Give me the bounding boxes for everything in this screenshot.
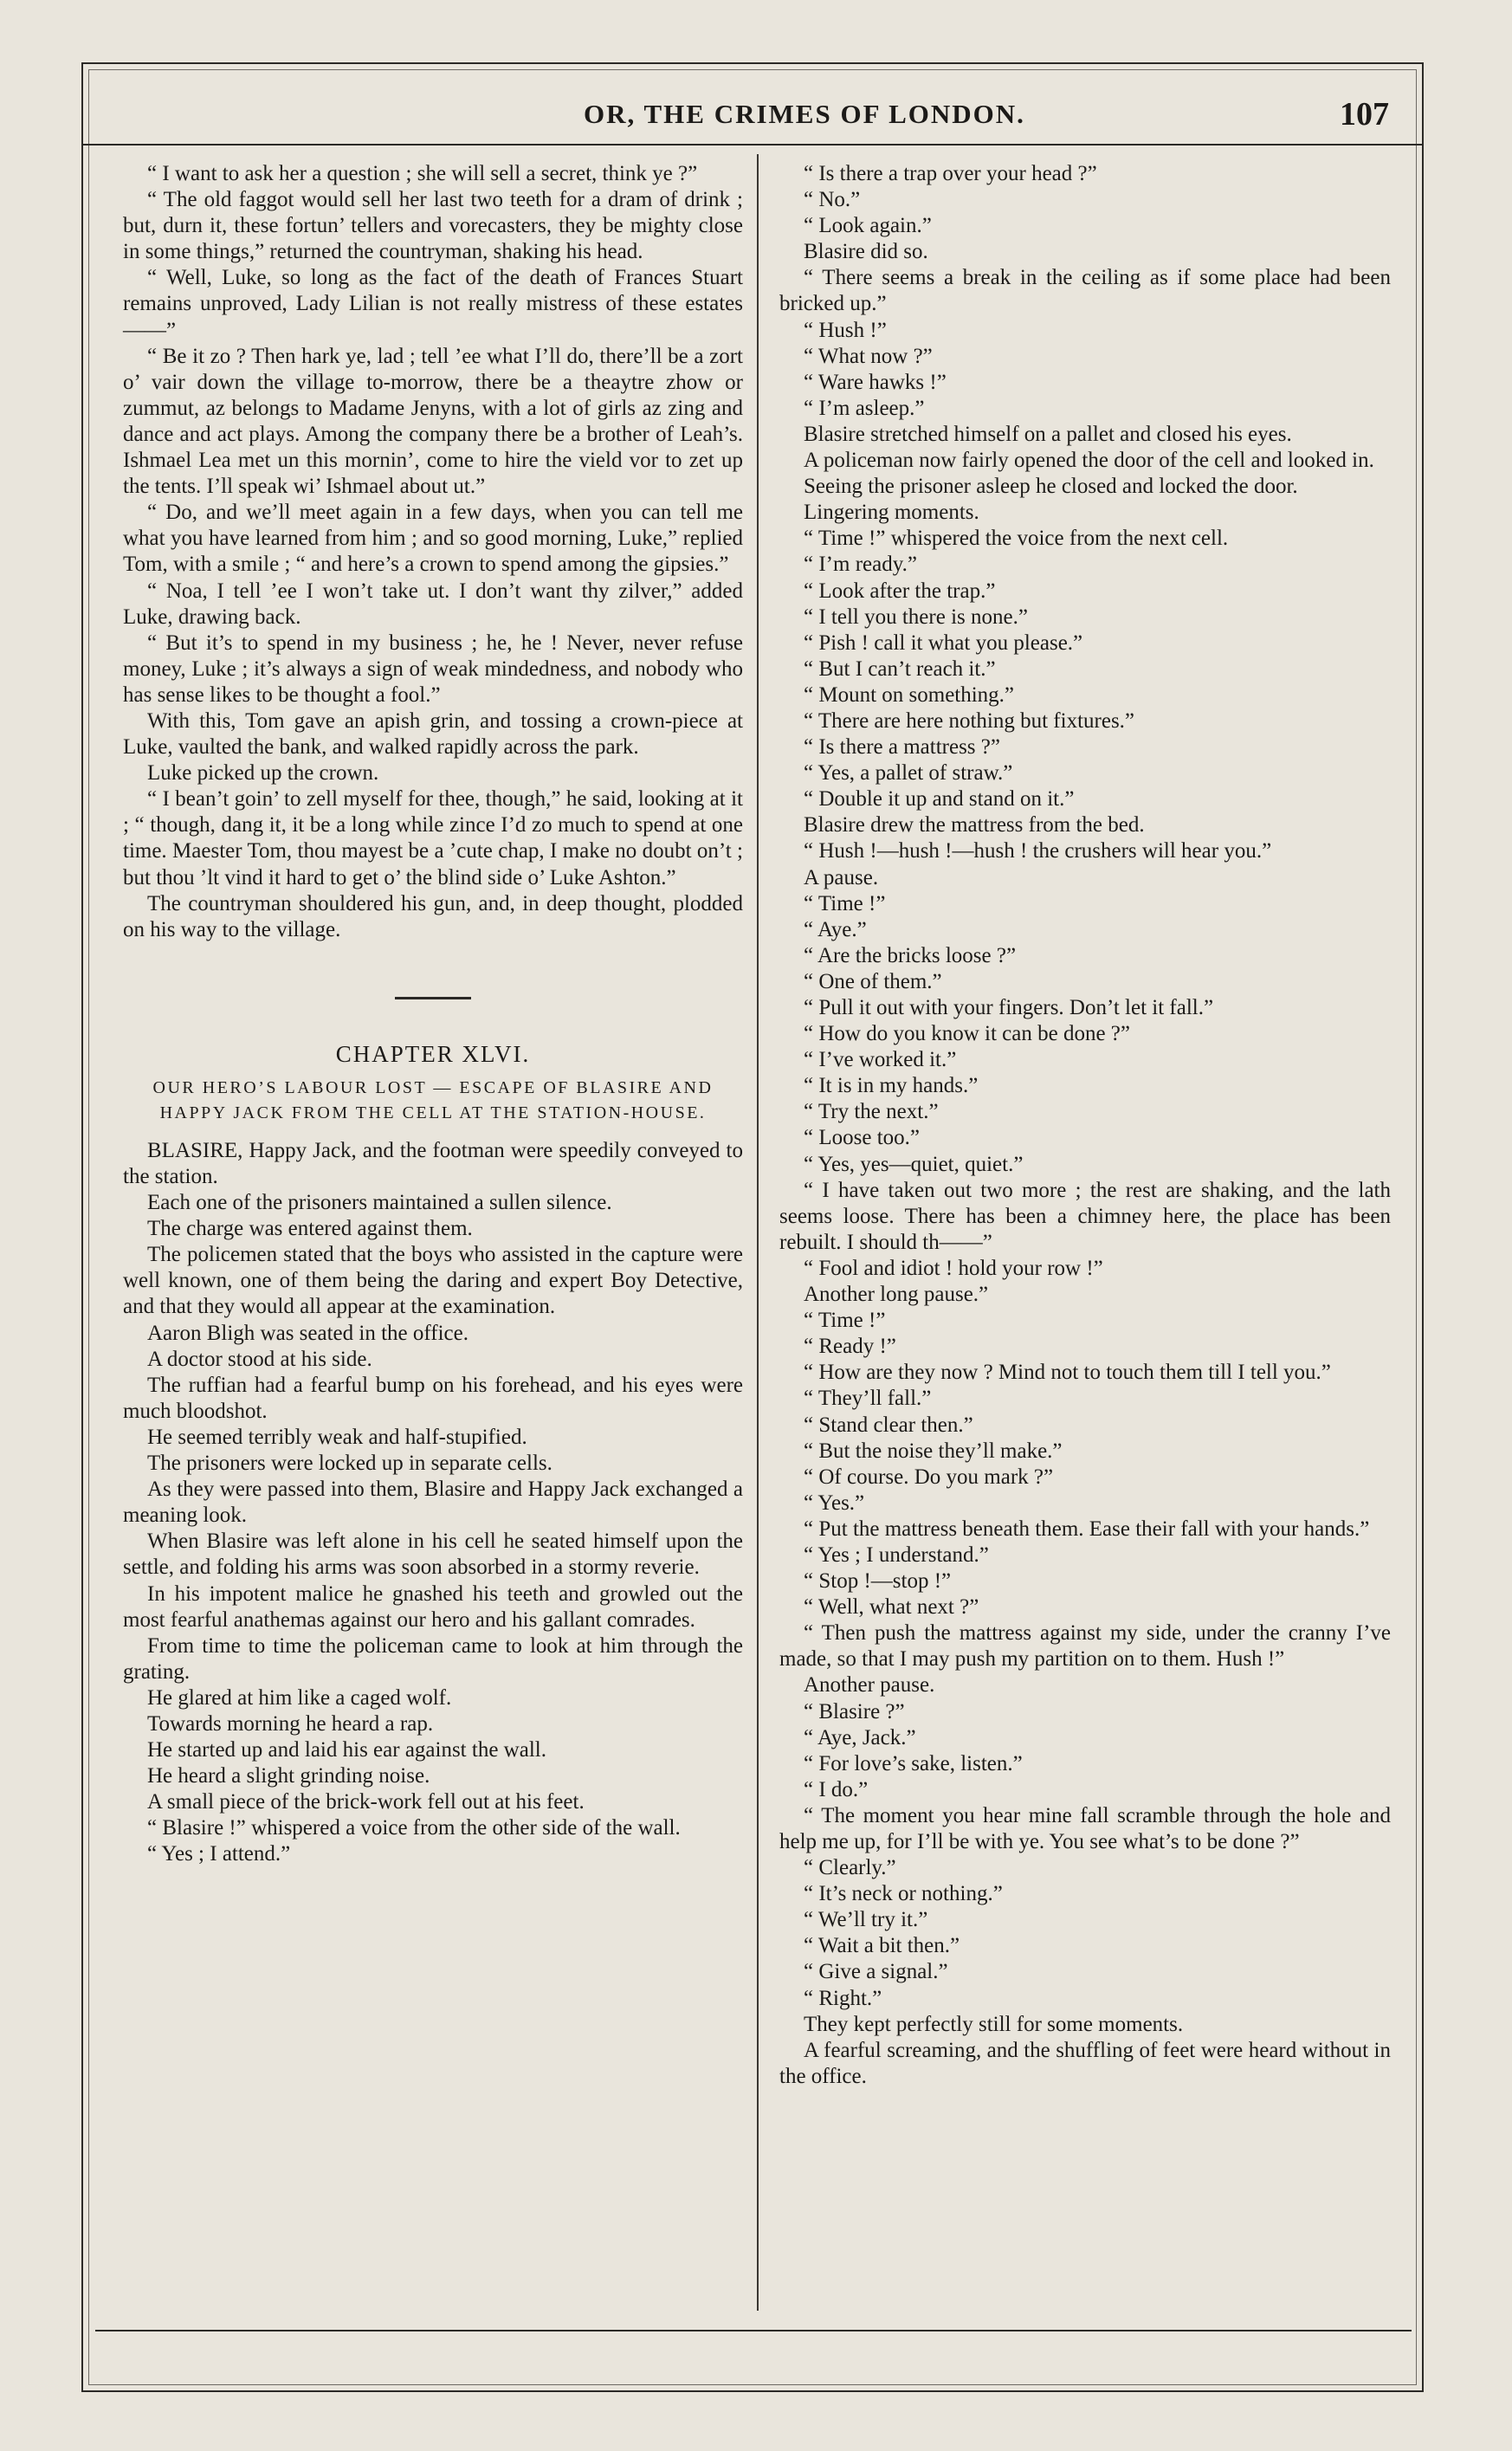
paragraph: “ No.” — [804, 188, 861, 212]
header-rule — [81, 144, 1424, 146]
running-head — [81, 95, 1424, 139]
paragraph: “ Do, and we’ll meet again in a few days, when you can tell me what you have learned from him ; and so good morning, Luke,” replied Tom, with a smile ; “ and here’s a crown to spend among the gipsies.” — [123, 501, 743, 577]
paragraph: “ Mount on something.” — [804, 682, 1015, 707]
paragraph: With this, Tom gave an apish grin, and tossing a crown-piece at Luke, vaulted the bank, and walked rapidly across the park. — [123, 708, 743, 760]
paragraph: “ Double it up and stand on it.” — [804, 787, 1075, 812]
paragraph: “ I do.” — [804, 1777, 869, 1801]
paragraph: He seemed terribly weak and half-stupified. — [147, 1425, 527, 1449]
paragraph: “ But the noise they’ll make.” — [804, 1439, 1063, 1463]
paragraph: “ Is there a trap over your head ?” — [804, 162, 1097, 185]
paragraph: Blasire drew the mattress from the bed. — [804, 813, 1145, 837]
paragraph: “ Then push the mattress against my side, under the cranny I’ve made, so that I may push my partition on to them. Hush !” — [779, 1621, 1391, 1672]
paragraph: He heard a slight grinding noise. — [147, 1764, 430, 1788]
paragraph: “ The old faggot would sell her last two teeth for a dram of drink ; but, durn it, these fortun’ tellers and vorecasters, they be mighty close in some things,” returned the countryman, shaking his head. — [123, 188, 743, 264]
paragraph: “ But I can’t reach it.” — [804, 656, 996, 681]
paragraph: “ I’m asleep.” — [804, 396, 925, 420]
paragraph: “ Of course. Do you mark ?” — [804, 1465, 1054, 1489]
left-column — [123, 161, 743, 1868]
paragraph: “ Yes, a pallet of straw.” — [804, 761, 1013, 786]
paragraph: As they were passed into them, Blasire and Happy Jack exchanged a meaning look. — [123, 1478, 743, 1528]
paragraph: “ But it’s to spend in my business ; he, he ! Never, never refuse money, Luke ; it’s always a sign of weak mindedness, and nobody who has sense likes to be thought a fool.” — [123, 631, 743, 707]
left-paragraphs-after — [123, 1138, 743, 1868]
paragraph: Aaron Bligh was seated in the office. — [147, 1321, 468, 1345]
paragraph: Blasire stretched himself on a pallet and closed his eyes. — [804, 422, 1292, 446]
left-paragraphs-before — [123, 161, 743, 943]
paragraph: “ Hush !” — [804, 318, 887, 342]
paragraph: He started up and laid his ear against the wall. — [147, 1738, 546, 1762]
paragraph: “ Time !” — [804, 1309, 886, 1333]
paragraph: “ The moment you hear mine fall scramble through the hole and help me up, for I’ll be with ye. You see what’s to be done ?” — [779, 1803, 1391, 1853]
paragraph: They kept perfectly still for some moments. — [804, 2012, 1184, 2036]
paragraph: The charge was entered against them. — [147, 1217, 473, 1241]
paragraph: “ Aye.” — [804, 917, 867, 941]
paragraph: “ Look after the trap.” — [804, 579, 996, 603]
paragraph: “ Stand clear then.” — [804, 1413, 973, 1437]
paragraph: “ Ready !” — [804, 1335, 896, 1359]
paragraph: “ Pull it out with your fingers. Don’t let it fall.” — [804, 996, 1214, 1019]
paragraph: Another long pause.” — [804, 1283, 989, 1307]
right-column — [779, 161, 1391, 2090]
paragraph: “ Right.” — [804, 1986, 882, 2010]
paragraph: “ Be it zo ? Then hark ye, lad ; tell ’ee what I’ll do, there’ll be a zort o’ vair down the village to-morrow, there be a theaytre zhow or zummut, az belongs to Madame Jenyns, with a lot of girls az zing and dance and act plays. Among the company there be a brother of Leah’s. Ishmael Lea met un this mornin’, come to hire the vield vor to zet up the tents. I’ll speak wi’ Ishmael about ut.” — [123, 344, 743, 499]
paragraph: “ For love’s sake, listen.” — [804, 1751, 1023, 1775]
paragraph: “ Yes ; I understand.” — [804, 1542, 989, 1567]
chapter-ornament — [395, 997, 471, 999]
paragraph: “ I tell you there is none.” — [804, 605, 1028, 629]
paragraph: “ There are here nothing but fixtures.” — [804, 708, 1135, 733]
page-number: 107 — [1340, 96, 1389, 133]
running-title: OR, THE CRIMES OF LONDON. — [584, 99, 1025, 129]
paragraph: “ Pish ! call it what you please.” — [804, 631, 1083, 655]
chapter-title: CHAPTER XLVI. — [335, 1040, 531, 1067]
footer-rule — [95, 2330, 1412, 2331]
paragraph: “ How are they now ? Mind not to touch them till I tell you.” — [804, 1361, 1331, 1385]
paragraph: “ Are the bricks loose ?” — [804, 943, 1017, 967]
paragraph: “ I’m ready.” — [804, 553, 917, 577]
paragraph: Luke picked up the crown. — [147, 761, 379, 786]
paragraph: He glared at him like a caged wolf. — [147, 1685, 452, 1710]
paragraph: Another pause. — [804, 1673, 935, 1698]
paragraph: “ Give a signal.” — [804, 1960, 948, 1984]
paragraph: “ Time !” — [804, 891, 886, 915]
right-paragraphs — [779, 161, 1391, 2090]
paragraph: The ruffian had a fearful bump on his forehead, and his eyes were much bloodshot. — [123, 1373, 743, 1423]
paragraph: A fearful screaming, and the shuffling of feet were heard without in the office. — [779, 2038, 1391, 2088]
paragraph: “ Try the next.” — [804, 1100, 939, 1124]
paragraph: A pause. — [804, 865, 879, 889]
paragraph: “ Blasire ?” — [804, 1699, 905, 1723]
paragraph: “ Blasire !” whispered a voice from the other side of the wall. — [147, 1816, 681, 1840]
paragraph: “ Ware hawks !” — [804, 370, 947, 394]
paragraph: “ Stop !—stop !” — [804, 1569, 952, 1594]
paragraph: “ Well, Luke, so long as the fact of the death of Frances Stuart remains unproved, Lady Lilian is not really mistress of these estates——” — [123, 266, 743, 342]
paragraph: Seeing the prisoner asleep he closed and locked the door. — [804, 475, 1298, 499]
paragraph: “ Yes.” — [804, 1491, 865, 1515]
paragraph: “ Loose too.” — [804, 1126, 920, 1150]
paragraph: “ Time !” whispered the voice from the next cell. — [804, 527, 1229, 551]
paragraph: “ There seems a break in the ceiling as if some place had been bricked up.” — [779, 266, 1391, 316]
paragraph: Towards morning he heard a rap. — [147, 1711, 434, 1736]
paragraph: “ I bean’t goin’ to zell myself for thee, though,” he said, looking at it ; “ though, dang it, it be a long while zince I’d zo much to spend at one time. Maester Tom, thou mayest be a ’cute chap, I make no doubt on’t ; but thou ’lt vind it hard to get o’ the blind side o’ Luke Ashton.” — [123, 787, 743, 889]
paragraph: “ Noa, I tell ’ee I won’t take ut. I don’t want thy zilver,” added Luke, drawing back. — [123, 579, 743, 629]
paragraph: “ It is in my hands.” — [804, 1074, 979, 1098]
paragraph: “ It’s neck or nothing.” — [804, 1882, 1003, 1906]
paragraph: “ We’ll try it.” — [804, 1908, 928, 1932]
paragraph: “ Put the mattress beneath them. Ease their fall with your hands.” — [804, 1517, 1370, 1541]
paragraph: “ Clearly.” — [804, 1856, 896, 1880]
paragraph: Lingering moments. — [804, 501, 979, 525]
paragraph: BLASIRE, Happy Jack, and the footman were speedily conveyed to the station. — [123, 1138, 743, 1188]
column-divider — [757, 154, 759, 2311]
paragraph: “ Wait a bit then.” — [804, 1934, 960, 1958]
paragraph: “ I want to ask her a question ; she will sell a secret, think ye ?” — [147, 162, 698, 185]
paragraph: “ Yes, yes—quiet, quiet.” — [804, 1152, 1024, 1176]
paragraph: “ Aye, Jack.” — [804, 1725, 916, 1749]
paragraph: A policeman now fairly opened the door of the cell and looked in. — [804, 449, 1374, 473]
paragraph: “ What now ?” — [804, 344, 933, 368]
paragraph: “ They’ll fall.” — [804, 1387, 932, 1411]
paragraph: “ Yes ; I attend.” — [147, 1842, 291, 1866]
paragraph: The countryman shouldered his gun, and, in deep thought, plodded on his way to the village. — [123, 891, 743, 941]
paragraph: “ Fool and idiot ! hold your row !” — [804, 1256, 1103, 1280]
paragraph: The prisoners were locked up in separate cells. — [147, 1452, 552, 1476]
paragraph: “ I’ve worked it.” — [804, 1048, 957, 1072]
paragraph: “ Hush !—hush !—hush ! the crushers will hear you.” — [804, 839, 1272, 863]
paragraph: “ Is there a mattress ?” — [804, 735, 1000, 760]
paragraph: The policemen stated that the boys who assisted in the capture were well known, one of them being the daring and expert Boy Detective, and that they would all appear at the examination. — [123, 1243, 743, 1319]
paragraph: “ Look again.” — [804, 214, 932, 238]
paragraph: In his impotent malice he gnashed his teeth and growled out the most fearful anathemas against our hero and his gallant comrades. — [123, 1581, 743, 1632]
paragraph: A small piece of the brick-work fell out at his feet. — [147, 1790, 585, 1814]
paragraph: When Blasire was left alone in his cell he seated himself upon the settle, and folding his arms was soon absorbed in a stormy reverie. — [123, 1529, 743, 1580]
paragraph: “ I have taken out two more ; the rest are shaking, and the lath seems loose. There has been a chimney here, the place has been rebuilt. I should th——” — [779, 1178, 1391, 1254]
chapter-summary: OUR HERO’S LABOUR LOST — ESCAPE OF BLASIRE AND HAPPY JACK FROM THE CELL AT THE STATION-HOUSE. — [152, 1077, 714, 1122]
paragraph: “ Well, what next ?” — [804, 1595, 979, 1620]
paragraph: Each one of the prisoners maintained a sullen silence. — [147, 1191, 612, 1215]
paragraph: From time to time the policeman came to look at him through the grating. — [123, 1633, 743, 1684]
paragraph: Blasire did so. — [804, 240, 928, 264]
paragraph: “ How do you know it can be done ?” — [804, 1022, 1130, 1046]
paragraph: A doctor stood at his side. — [147, 1347, 372, 1371]
paragraph: “ One of them.” — [804, 969, 942, 993]
